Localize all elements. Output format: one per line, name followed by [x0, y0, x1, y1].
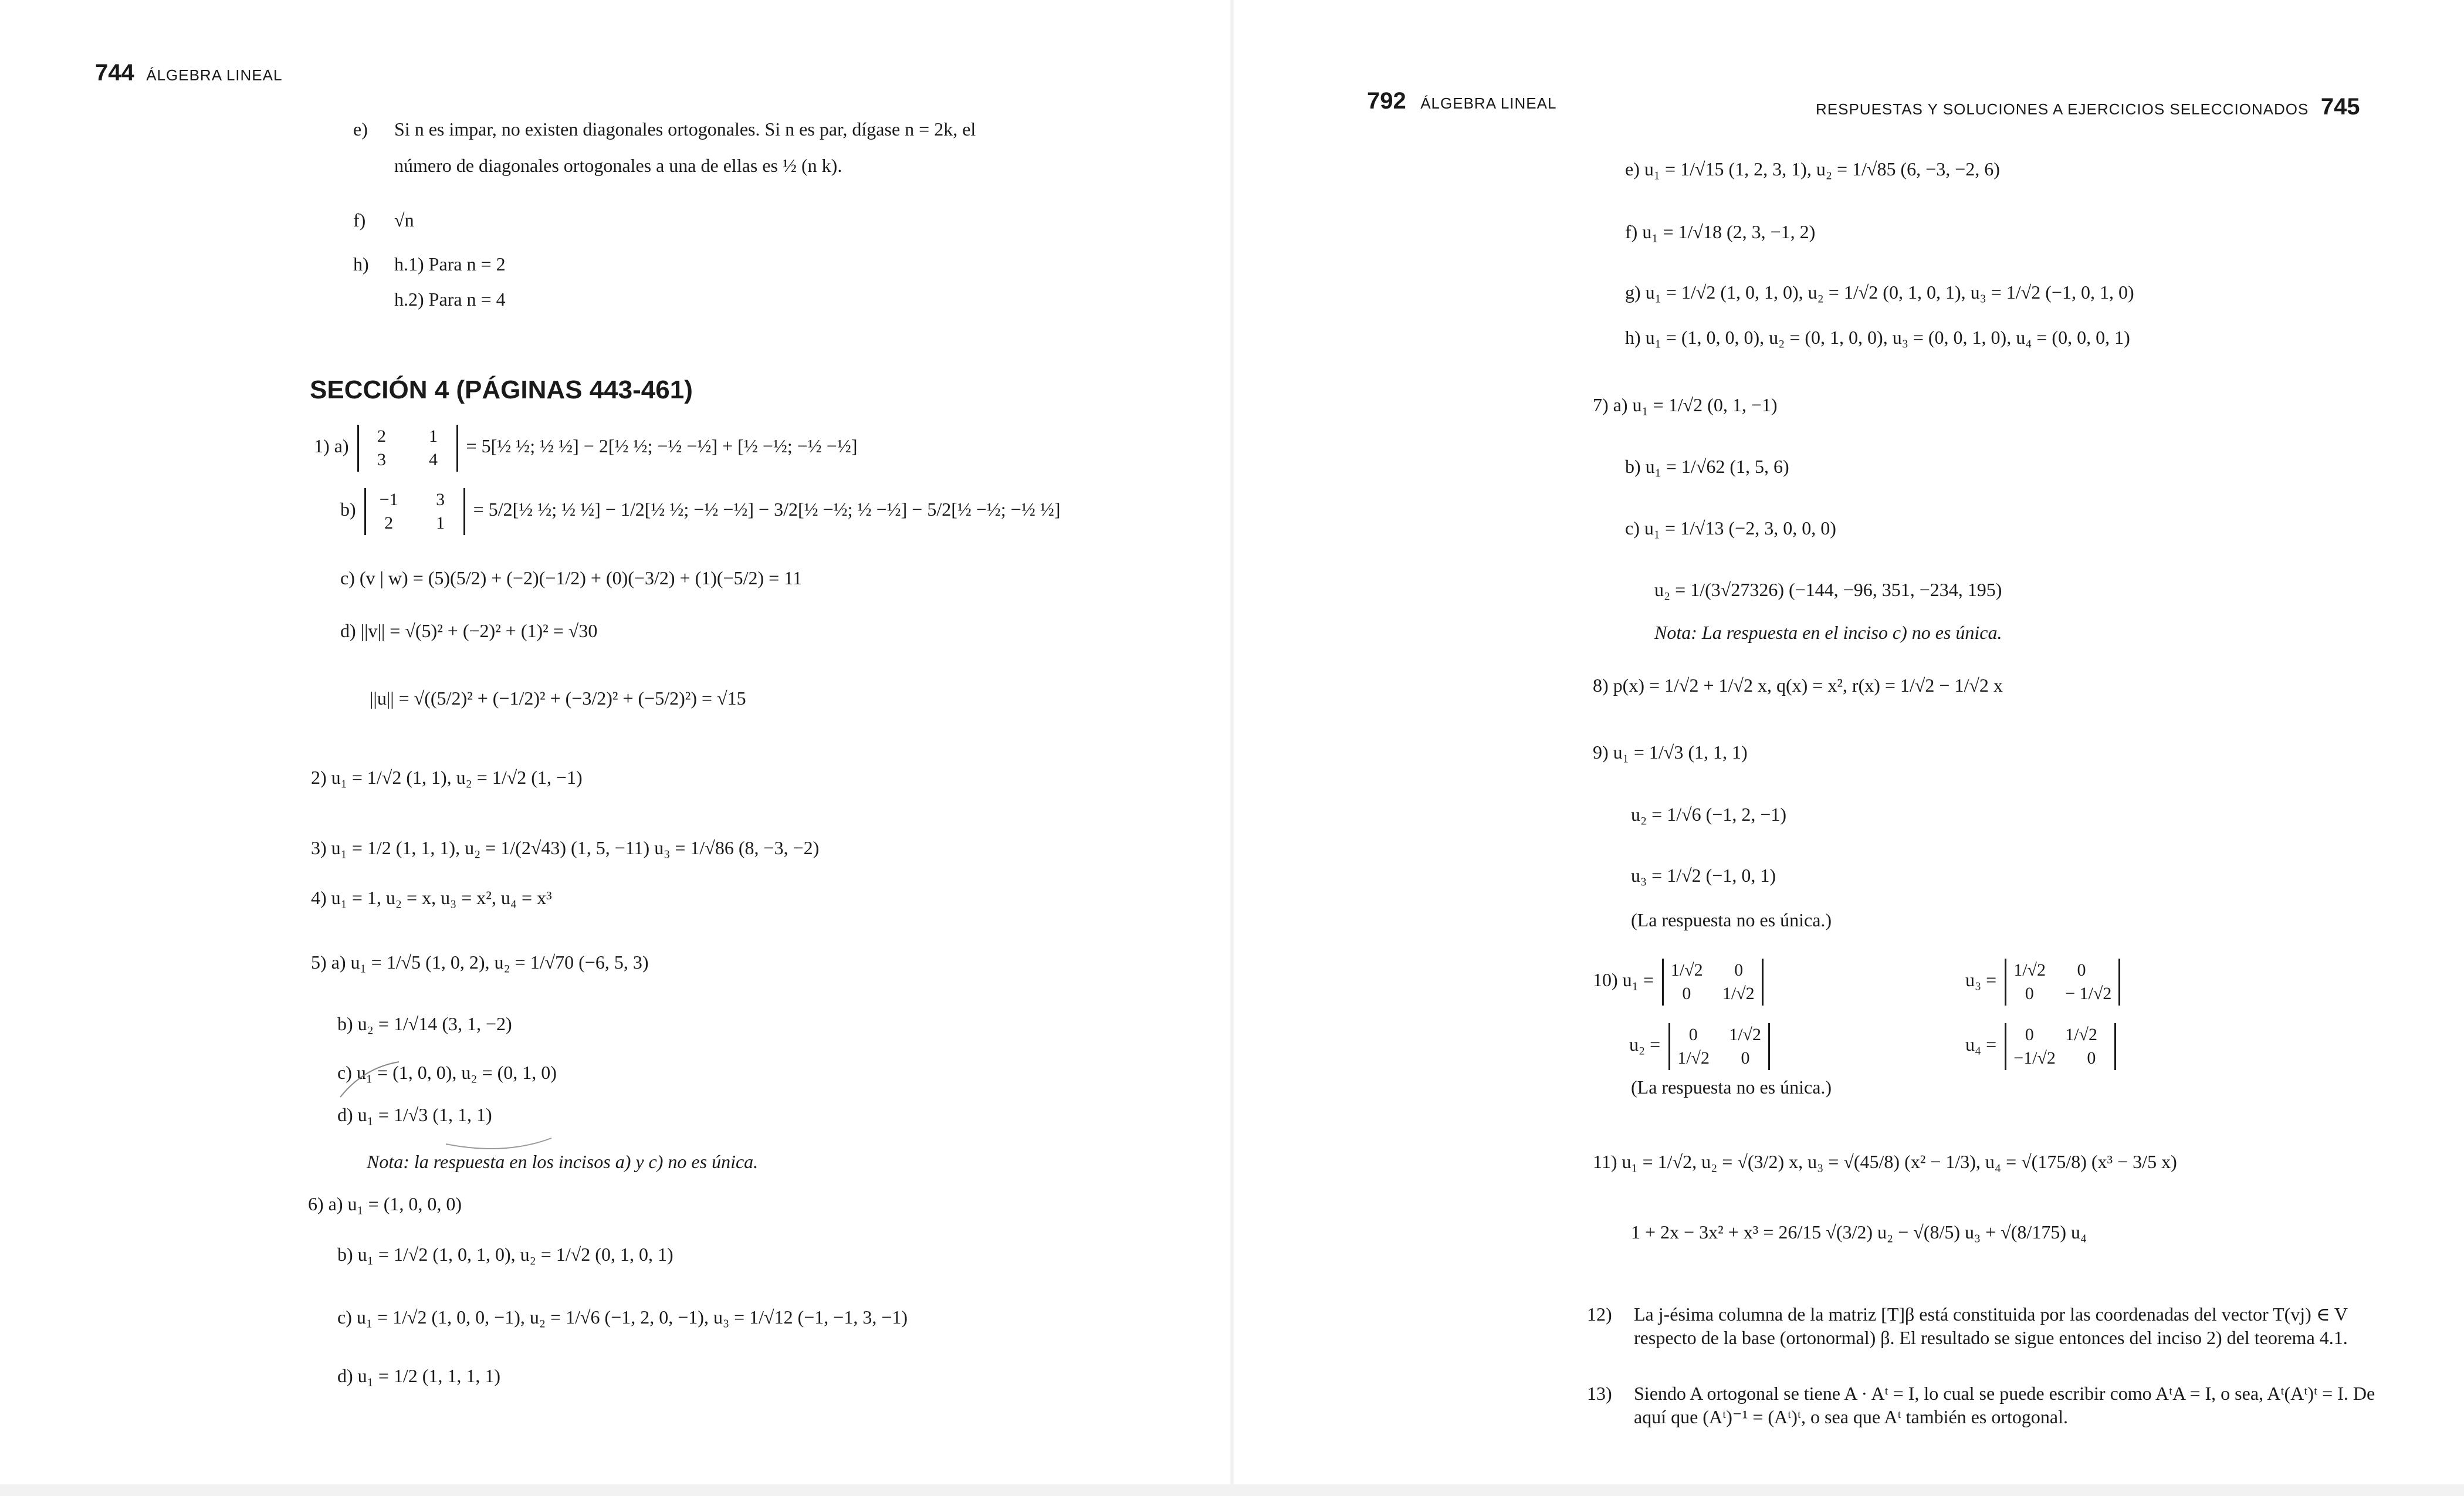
ex10-u3: u₃ = 1/√2 0 0 − 1/√2 — [1965, 950, 2124, 1009]
left-running-head: ÁLGEBRA LINEAL — [146, 66, 283, 84]
answer-2: 2) u₁ = 1/√2 (1, 1), u₂ = 1/√2 (1, −1) — [311, 767, 583, 788]
right-running-head: RESPUESTAS Y SOLUCIONES A EJERCICIOS SELECCIONADOS — [1816, 100, 2309, 118]
answer-7c: c) u₁ = 1/√13 (−2, 3, 0, 0, 0) — [1625, 517, 1836, 539]
answer-7b: b) u₁ = 1/√62 (1, 5, 6) — [1625, 456, 1789, 477]
answer-6g: g) u₁ = 1/√2 (1, 0, 1, 0), u₂ = 1/√2 (0, 1, 0, 1), u₃ = 1/√2 (−1, 0, 1, 0) — [1625, 282, 2134, 303]
right-running-header — [1816, 94, 2360, 120]
ex13-label: 13) — [1587, 1383, 1612, 1404]
overlay-running-head: ÁLGEBRA LINEAL — [1420, 94, 1557, 112]
answer-6b: b) u₁ = 1/√2 (1, 0, 1, 0), u₂ = 1/√2 (0, 1, 0, 1) — [337, 1244, 673, 1265]
overlay-page-number: 792 — [1367, 88, 1406, 114]
answer-11-expansion: 1 + 2x − 3x² + x³ = 26/15 √(3/2) u₂ − √(8/5) u₃ + √(8/175) u₄ — [1631, 1221, 2087, 1243]
ex12-label: 12) — [1587, 1304, 1612, 1325]
item-h2: h.2) Para n = 4 — [394, 289, 506, 310]
answer-6h: h) u₁ = (1, 0, 0, 0), u₂ = (0, 1, 0, 0), u₃ = (0, 0, 1, 0), u₄ = (0, 0, 0, 1) — [1625, 327, 2130, 348]
answer-8: 8) p(x) = 1/√2 + 1/√2 x, q(x) = x², r(x) = 1/√2 − 1/√2 x — [1593, 675, 2003, 696]
ex12-text: La j-ésima columna de la matriz [T]β está constituida por las coordenadas del vector T(vj) ∈ V respecto de la base (ortonormal) β. El resultado se sigue entonces del inciso 2) del teorema 4.1. — [1634, 1304, 2348, 1348]
answer-6c: c) u₁ = 1/√2 (1, 0, 0, −1), u₂ = 1/√6 (−1, 2, 0, −1), u₃ = 1/√12 (−1, −1, 3, −1) — [337, 1307, 908, 1328]
ex1-b: b) −1 3 2 1 = 5/2[½ ½; ½ ½] − 1/2[½ ½; −½ −½] − 3/2[½ −½; ½ −½] − 5/2[½ −½; −½ ½] — [340, 481, 1061, 537]
item-h1: h) h.1) Para n = 2 — [353, 253, 506, 275]
ex10-u3-matrix: 1/√2 0 0 − 1/√2 — [2005, 959, 2120, 1006]
answer-11-basis: 11) u₁ = 1/√2, u₂ = √(3/2) x, u₃ = √(45/8) (x² − 1/3), u₄ = √(175/8) (x³ − 3/5 x) — [1593, 1151, 2177, 1172]
overlay-running-header — [1367, 88, 1556, 114]
section-title: SECCIÓN 4 (PÁGINAS 443-461) — [310, 375, 693, 404]
ex1-b-matrix: −1 3 2 1 — [364, 488, 465, 535]
scan-bottom-edge — [0, 1484, 2464, 1496]
item-e-line2: número de diagonales ortogonales a una de ellas es ½ (n k). — [394, 155, 842, 176]
item-e-line1: e) Si n es impar, no existen diagonales ortogonales. Si n es par, dígase n = 2k, el — [353, 119, 976, 140]
ex10-u2-matrix: 0 1/√2 1/√2 0 — [1668, 1023, 1770, 1070]
answer-5c: c) u₁ = (1, 0, 0), u₂ = (0, 1, 0) — [337, 1062, 557, 1083]
note-7: Nota: La respuesta en el inciso c) no es única. — [1654, 622, 2002, 643]
answer-6d: d) u₁ = 1/2 (1, 1, 1, 1) — [337, 1365, 501, 1386]
answer-4: 4) u₁ = 1, u₂ = x, u₃ = x², u₄ = x³ — [311, 887, 552, 908]
ex1-d-norm-v: d) ||v|| = √(5)² + (−2)² + (1)² = √30 — [340, 620, 598, 641]
answer-6e: e) u₁ = 1/√15 (1, 2, 3, 1), u₂ = 1/√85 (6, −3, −2, 6) — [1625, 158, 2000, 180]
ex10-u1: 10) u₁ = 1/√2 0 0 1/√2 — [1593, 950, 1767, 1009]
ex10-u2: u₂ = 0 1/√2 1/√2 0 — [1629, 1015, 1773, 1074]
ex10-u4: u₄ = 0 1/√2 −1/√2 0 — [1965, 1015, 2120, 1074]
left-running-header — [95, 60, 282, 86]
answer-7c-u2: u₂ = 1/(3√27326) (−144, −96, 351, −234, 195) — [1654, 579, 2002, 600]
note-9: (La respuesta no es única.) — [1631, 909, 1832, 930]
right-page-number: 745 — [2320, 94, 2360, 120]
answer-5a: 5) a) u₁ = 1/√5 (1, 0, 2), u₂ = 1/√70 (−6, 5, 3) — [311, 952, 649, 973]
answer-5d: d) u₁ = 1/√3 (1, 1, 1) — [337, 1104, 492, 1125]
right-page — [1232, 0, 2464, 1496]
ex1-a-matrix: 2 1 3 4 — [357, 425, 458, 472]
ex1-c: c) (v | w) = (5)(5/2) + (−2)(−1/2) + (0)(−3/2) + (1)(−5/2) = 11 — [340, 567, 802, 588]
item-f: f) √n — [353, 209, 414, 231]
ex10-u1-matrix: 1/√2 0 0 1/√2 — [1662, 959, 1764, 1006]
ex1-a: 1) a) 2 1 3 4 = 5[½ ½; ½ ½] − 2[½ ½; −½ −½] + [½ −½; −½ −½] — [314, 418, 858, 474]
note-10: (La respuesta no es única.) — [1631, 1077, 1832, 1098]
note-5: Nota: la respuesta en los incisos a) y c) no es única. — [367, 1151, 759, 1172]
answer-6a: 6) a) u₁ = (1, 0, 0, 0) — [308, 1193, 462, 1214]
ex10-u4-matrix: 0 1/√2 −1/√2 0 — [2005, 1023, 2116, 1070]
answer-7a: 7) a) u₁ = 1/√2 (0, 1, −1) — [1593, 394, 1778, 415]
ex13-text: Siendo A ortogonal se tiene A · Aᵗ = I, lo cual se puede escribir como AᵗA = I, o sea, Aᵗ(Aᵗ)ᵗ = I. De aquí que (Aᵗ)⁻¹ = (Aᵗ)ᵗ, o sea que Aᵗ también es ortogonal. — [1634, 1383, 2375, 1427]
answer-9-u3: u₃ = 1/√2 (−1, 0, 1) — [1631, 865, 1776, 886]
left-page-number: 744 — [95, 60, 134, 86]
answer-9-u2: u₂ = 1/√6 (−1, 2, −1) — [1631, 804, 1787, 825]
ex1-d-norm-u: ||u|| = √((5/2)² + (−1/2)² + (−3/2)² + (−5/2)²) = √15 — [370, 688, 746, 709]
answer-5b: b) u₂ = 1/√14 (3, 1, −2) — [337, 1013, 512, 1034]
answer-3: 3) u₁ = 1/2 (1, 1, 1), u₂ = 1/(2√43) (1, 5, −11) u₃ = 1/√86 (8, −3, −2) — [311, 837, 820, 858]
answer-9-u1: 9) u₁ = 1/√3 (1, 1, 1) — [1593, 742, 1748, 763]
answer-6f: f) u₁ = 1/√18 (2, 3, −1, 2) — [1625, 221, 1816, 242]
pencil-annotations — [329, 1044, 634, 1162]
